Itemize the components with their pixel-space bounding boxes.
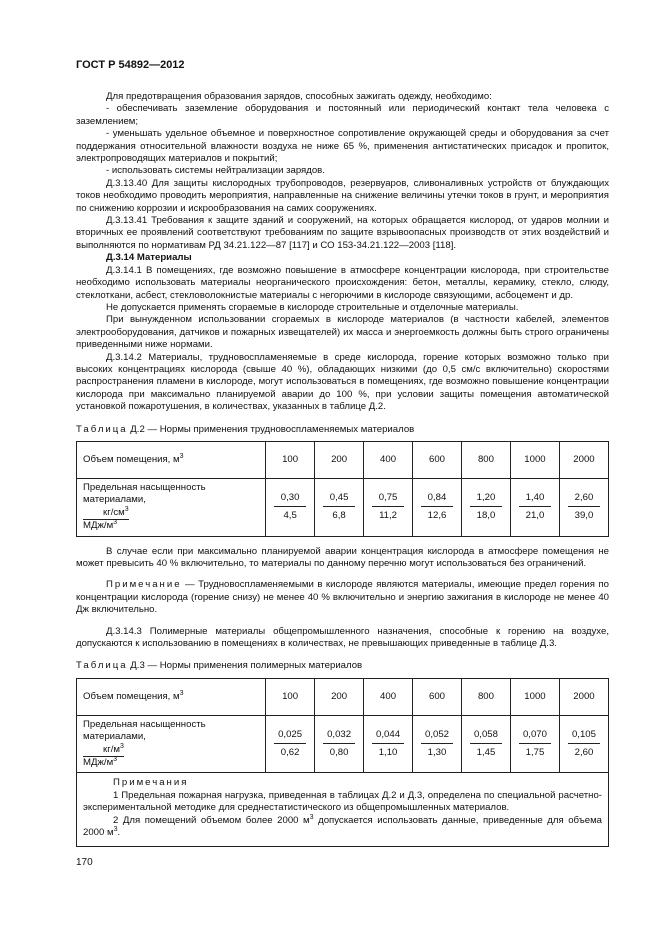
list-item: - обеспечивать заземление оборудования и постоянный или периодический контакт тела человека с заземлением; xyxy=(76,103,609,127)
paragraph: В случае если при максимально планируемой аварии концентрация кислорода в атмосфере помещения не может превысить 40 % включительно, то материалы по данному перечню могут использоваться без ограничений. xyxy=(76,545,609,569)
fraction-cell: $\frac{0,105}{2,60}$ xyxy=(559,715,608,773)
paragraph: При вынужденном использовании сгораемых в кислороде материалов (в частности кабелей, элементов электрооборудования, датчиков и пожарных извещателей) их масса и энергоемкость должны быть строго ограничены приведенными ниже нормами. xyxy=(76,314,609,351)
list-item: - использовать системы нейтрализации зарядов. xyxy=(106,165,325,177)
volume-cell: 1000 xyxy=(510,678,559,715)
volume-cell: 1000 xyxy=(510,441,559,478)
page-number: 170 xyxy=(76,857,93,868)
volume-cell: 100 xyxy=(266,678,315,715)
table-header-row xyxy=(77,678,609,715)
clause-3-14-1: Д.3.14.1 В помещениях, где возможно повышение в атмосфере концентрации кислорода, при строительстве необходимо использовать материалы неорганического происхождения: бетон, металлы, керамику, стекло, слюду, стеклоткани, асбест, стекловолокнистые материалы с негорючими в кислороде связующими, асбоцемент и др. xyxy=(76,264,609,301)
volume-cell: 200 xyxy=(315,441,364,478)
volume-cell: 600 xyxy=(413,441,462,478)
note: Примечание — Трудновоспламеняемыми в кислороде являются материалы, имеющие предел горения по концентрации кислорода (горение снизу) не менее 40 % включительно и энергию зажигания в кислороде не менее 40 Дж включительно. xyxy=(76,579,609,616)
fraction-cell: $\frac{0,30}{4,5}$ xyxy=(266,478,315,536)
table-row xyxy=(77,715,609,773)
section-title: Д.3.14 Материалы xyxy=(106,252,192,264)
fraction-cell: $\frac{2,60}{39,0}$ xyxy=(559,478,608,536)
volume-cell: 400 xyxy=(364,441,413,478)
fraction-cell: $\frac{1,20}{18,0}$ xyxy=(462,478,511,536)
row-label: Предельная насыщенность материалами, $кг/см^3$ МДж/$м^3$ xyxy=(77,478,266,536)
notes-title: Примечания xyxy=(113,777,189,789)
fraction-cell: $\frac{0,84}{12,6}$ xyxy=(413,478,462,536)
table-notes xyxy=(77,773,609,846)
table-row xyxy=(77,478,609,536)
fraction-cell: $\frac{0,75}{11,2}$ xyxy=(364,478,413,536)
fraction-cell: $\frac{1,40}{21,0}$ xyxy=(510,478,559,536)
clause-3-14-2: Д.3.14.2 Материалы, трудновоспламеняемые в среде кислорода, горение которых возможно только при высоких концентрациях кислорода (свыше 40 %), обладающих низкими (до 0,5 см/с включительно) скоростями распространения пламени в кислороде, могут использоваться в помещениях, где возможно повышение концентрации кислорода при максимально планируемой аварии до 100 %, при условии защиты помещения автоматической установкой пожаротушения, в количествах, указанных в таблице Д.2. xyxy=(76,351,609,413)
table-notes-row xyxy=(77,773,609,846)
volume-cell: 200 xyxy=(315,678,364,715)
row-label: Предельная насыщенность материалами, $кг/м^3$ МДж/$м^3$ xyxy=(77,715,266,773)
page-body xyxy=(76,91,609,847)
caption-word: Таблица xyxy=(76,423,128,435)
table-d2 xyxy=(76,441,609,537)
note-item: 1 Предельная пожарная нагрузка, приведенная в таблицах Д.2 и Д.3, определена по специальной расчетно-экспериментальной методике для среднестатистического из общепромышленных материалов. xyxy=(83,789,602,814)
note-item: 2 Для помещений объемом более 2000 $м^3$ допускается использовать данные, приведенные для объема 2000 $м^3$. xyxy=(83,813,602,839)
volume-cell: 800 xyxy=(462,678,511,715)
fraction-cell: $\frac{0,058}{1,45}$ xyxy=(462,715,511,773)
document-code: ГОСТ Р 54892—2012 xyxy=(76,59,185,71)
fraction-cell: $\frac{0,025}{0,62}$ xyxy=(266,715,315,773)
fraction-cell: $\frac{0,070}{1,75}$ xyxy=(510,715,559,773)
list-item: - уменьшать удельное объемное и поверхностное сопротивление окружающей среды и оборудования за счет поддержания относительной влажности воздуха не ниже 65 %, применения антистатических присадок и пропиток, электропроводящих материалов и покрытий; xyxy=(76,128,609,165)
fraction-cell: $\frac{0,45}{6,8}$ xyxy=(315,478,364,536)
paragraph: Не допускается применять сгораемые в кислороде строительные и отделочные материалы. xyxy=(106,301,519,313)
document-page xyxy=(76,0,609,936)
table-d2-caption xyxy=(76,424,609,436)
table-d3 xyxy=(76,678,609,847)
clause-3-14-3: Д.3.14.3 Полимерные материалы общепромышленного назначения, способные к горению на воздухе, допускаются к использованию в помещениях в количествах, не превышающих приведенные в таблице Д.3. xyxy=(76,625,609,650)
volume-cell: 800 xyxy=(462,441,511,478)
volume-cell: 2000 xyxy=(559,678,608,715)
header-label: Объем помещения, $м^3$ xyxy=(77,441,266,478)
clause-3-13-40: Д.3.13.40 Для защиты кислородных трубопроводов, резервуаров, сливоналивных устройств от блуждающих токов необходимо проводить мероприятия, направленные на снижение величины утечки токов в грунт, и мероприятия по снижению коррозии и искрообразования на самих сооружениях. xyxy=(76,177,609,214)
fraction-cell: $\frac{0,052}{1,30}$ xyxy=(413,715,462,773)
table-header-row xyxy=(77,441,609,478)
paragraph: Для предотвращения образования зарядов, способных зажигать одежду, необходимо: xyxy=(106,91,492,102)
fraction-cell: $\frac{0,044}{1,10}$ xyxy=(364,715,413,773)
caption-text: Д.3 — Нормы применения полимерных материалов xyxy=(130,660,363,672)
clause-3-13-41: Д.3.13.41 Требования к защите зданий и сооружений, на которых обращается кислород, от ударов молнии и вторичных ее проявлений соответствуют требованиям по защите взрывоопасных производств от этих воздействий и выполняются по нормативам РД 34.21.122—87 [117] и СО 153-34.21.122—2003 [118]. xyxy=(76,215,609,251)
table-d3-caption xyxy=(76,660,609,672)
caption-word: Таблица xyxy=(76,660,128,672)
volume-cell: 2000 xyxy=(559,441,608,478)
volume-cell: 400 xyxy=(364,678,413,715)
volume-cell: 100 xyxy=(266,441,315,478)
fraction-cell: $\frac{0,032}{0,80}$ xyxy=(315,715,364,773)
volume-cell: 600 xyxy=(413,678,462,715)
header-label: Объем помещения, $м^3$ xyxy=(77,678,266,715)
caption-text: Д.2 — Нормы применения трудновоспламеняемых материалов xyxy=(130,423,415,435)
